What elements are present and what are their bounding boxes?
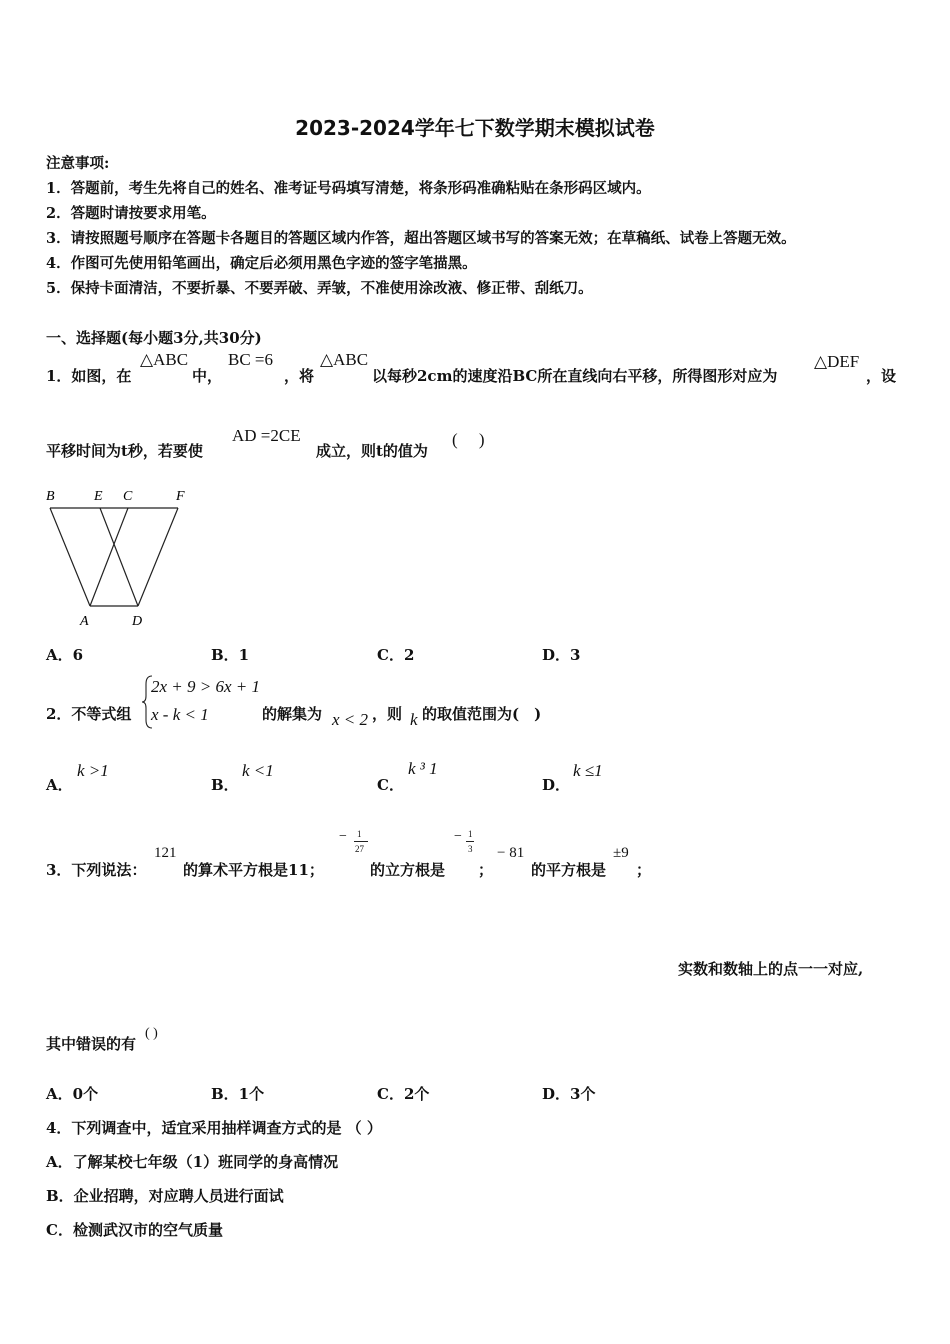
q4-option-a[interactable]: A．了解某校七年级（1）班同学的身高情况 [46,1153,339,1171]
label-a: A [80,614,89,629]
q3-option-b[interactable]: B．1个 [211,1085,265,1103]
q1-condition: AD =2CE [232,426,301,445]
q1-text: ，将 [284,367,315,385]
q3-text: 的平方根是 [531,861,607,879]
q3-answer-paren: ( ) [145,1026,158,1041]
q1-text: 成立，则t的值为 [316,442,428,460]
q3-value-121: 121 [154,845,177,861]
q1-text: 中， [192,367,223,385]
q3-text: 的算术平方根是11； [183,861,324,879]
q1-option-c[interactable]: C．2 [377,646,415,664]
q1-text: ，设 [866,367,897,385]
q3-numerator: 1 [468,829,473,839]
q2-text: 2．不等式组 [46,705,132,723]
q2-option-b-letter: B． [211,776,239,794]
notice-item: 2．答题时请按要求用笔。 [46,205,216,222]
q1-option-b[interactable]: B．1 [211,646,250,664]
q1-bc-value: BC =6 [228,350,274,369]
q2-option-d-math: k ≤1 [573,761,603,780]
q1-answer-paren: ( ) [452,430,485,449]
fraction-bar [466,841,474,842]
q3-text: 实数和数轴上的点一一对应, [678,960,864,978]
q3-option-d[interactable]: D．3个 [542,1085,596,1103]
q2-option-c-math: k ³ 1 [408,759,438,778]
q4-stem: 4．下列调查中，适宜采用抽样调查方式的是 （ ） [46,1119,382,1137]
notice-item: 1．答题前，考生先将自己的姓名、准考证号码填写清楚，将条形码准确粘贴在条形码区域内。 [46,180,651,197]
label-f: F [176,489,185,504]
q3-neg-sign: − [454,829,462,844]
label-e: E [94,489,103,504]
label-d: D [132,614,143,629]
q1-figure [40,482,200,632]
q3-denominator: 3 [468,844,473,854]
q3-option-c[interactable]: C．2个 [377,1085,430,1103]
q2-option-a-letter: A． [46,776,73,794]
q1-text: 平移时间为t秒，若要使 [46,442,203,460]
q1-option-a[interactable]: A．6 [46,646,84,664]
q2-text: ，则 [372,705,403,723]
q3-value-pm9: ±9 [613,845,629,861]
q3-text: ； [636,861,652,879]
q3-text: 3．下列说法： [46,861,147,879]
q3-neg-sign: − [339,829,347,844]
q2-inequality-2: x - k < 1 [151,705,209,724]
q2-option-a-math: k >1 [77,761,109,780]
q2-option-d-letter: D． [542,776,571,794]
q2-text: 的取值范围为( ) [422,705,542,723]
notice-heading: 注意事项: [46,155,110,172]
q2-k: k [410,710,418,729]
q4-option-c[interactable]: C．检测武汉市的空气质量 [46,1221,223,1239]
q3-numerator: 1 [357,829,362,839]
q3-text: ； [478,861,494,879]
page-title: 2023-2024学年七下数学期末模拟试卷 [295,116,655,140]
q3-option-a[interactable]: A．0个 [46,1085,99,1103]
notice-item: 3．请按照题号顺序在答题卡各题目的答题区域内作答，超出答题区域书写的答案无效；在草稿纸、试卷上答题无效。 [46,230,796,247]
q2-inequality-1: 2x + 9 > 6x + 1 [151,677,261,696]
label-b: B [46,489,55,504]
q1-triangle-def: △DEF [814,352,860,371]
q2-option-c-letter: C． [377,776,404,794]
q3-value-neg81: − 81 [497,845,525,861]
q1-text: 1．如图，在 [46,367,132,385]
notice-item: 5．保持卡面清洁，不要折暴、不要弄破、弄皱，不准使用涂改液、修正带、刮纸刀。 [46,280,593,297]
q1-option-d[interactable]: D．3 [542,646,581,664]
q3-denominator: 27 [355,844,364,854]
section-heading: 一、选择题(每小题3分,共30分) [46,329,262,347]
fraction-bar [354,841,368,842]
notice-item: 4．作图可先使用铅笔画出，确定后必须用黑色字迹的签字笔描黑。 [46,255,477,272]
q1-text: 以每秒2cm的速度沿BC所在直线向右平移，所得图形对应为 [372,367,778,385]
q2-text: 的解集为 [262,705,323,723]
label-c: C [123,489,133,504]
q3-text: 其中错误的有 [46,1035,137,1053]
q1-triangle-abc-2: △ABC [320,350,369,369]
q1-triangle-abc: △ABC [140,350,189,369]
q2-solution: x < 2 [332,710,369,729]
q3-text: 的立方根是 [370,861,446,879]
q4-option-b[interactable]: B．企业招聘，对应聘人员进行面试 [46,1187,284,1205]
q2-option-b-math: k <1 [242,761,274,780]
